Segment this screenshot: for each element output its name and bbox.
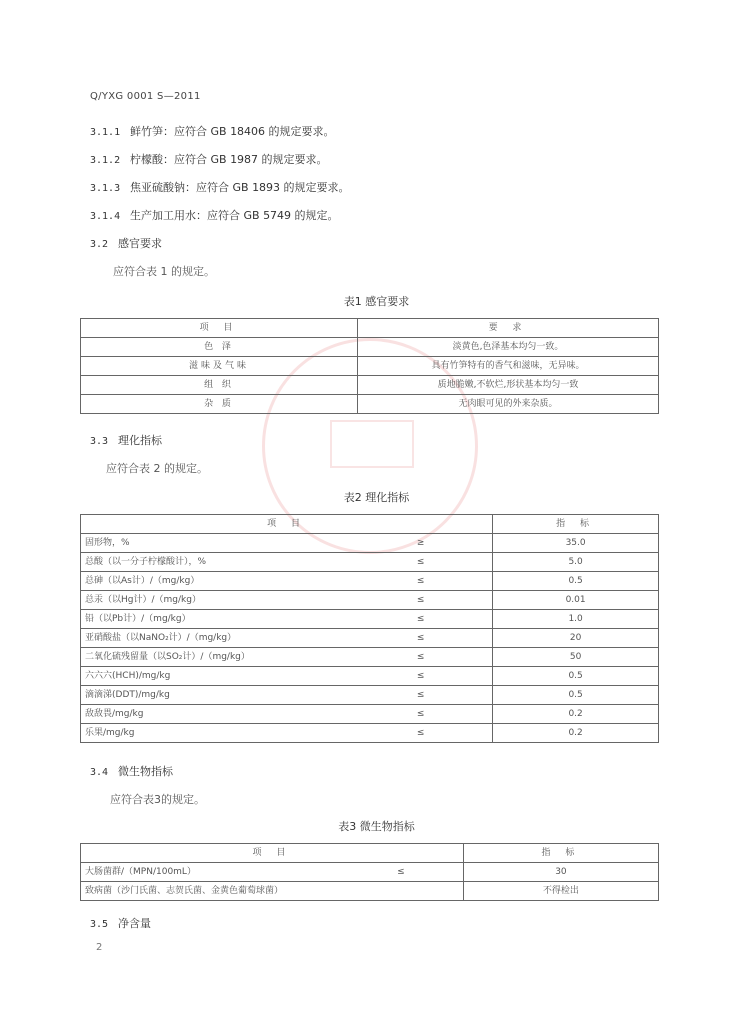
table-cell: 50 bbox=[493, 648, 659, 667]
table-cell: 35.0 bbox=[493, 534, 659, 553]
table-cell: ≤ bbox=[349, 572, 493, 591]
table2-caption: 表2 理化指标 bbox=[343, 491, 410, 504]
table-cell: ≤ bbox=[349, 686, 493, 705]
table-cell: 组 织 bbox=[81, 376, 358, 395]
table-cell: 总酸（以一分子柠檬酸计），% bbox=[81, 553, 350, 572]
table-cell: ≤ bbox=[349, 553, 493, 572]
table-cell bbox=[339, 882, 463, 901]
table-header-cell: 指 标 bbox=[463, 844, 658, 863]
table-cell: 亚硝酸盐（以NaNO₂计）/（mg/kg） bbox=[81, 629, 350, 648]
table-header-row bbox=[81, 319, 659, 338]
table-row bbox=[81, 591, 659, 610]
table-row bbox=[81, 705, 659, 724]
table-cell: 铅（以Pb计）/（mg/kg） bbox=[81, 610, 350, 629]
table1-caption: 表1 感官要求 bbox=[343, 295, 410, 308]
clause-3-1-1: 3.1.1 鲜竹笋：应符合 GB 18406 的规定要求。 bbox=[90, 125, 335, 138]
table-row bbox=[81, 667, 659, 686]
table-cell: ≤ bbox=[339, 863, 463, 882]
section-3-4-heading: 3.4 微生物指标 bbox=[90, 765, 173, 778]
section-3-2-body: 应符合表 1 的规定。 bbox=[113, 265, 215, 278]
section-3-3-body: 应符合表 2 的规定。 bbox=[106, 462, 208, 475]
table-header-row bbox=[81, 844, 659, 863]
table-cell: 乐果/mg/kg bbox=[81, 724, 350, 743]
table-cell: 总汞（以Hg计）/（mg/kg） bbox=[81, 591, 350, 610]
table-row bbox=[81, 534, 659, 553]
table-cell: 0.2 bbox=[493, 705, 659, 724]
table-cell: 0.2 bbox=[493, 724, 659, 743]
table-cell: 0.01 bbox=[493, 591, 659, 610]
section-3-4-body: 应符合表3的规定。 bbox=[110, 793, 205, 806]
table-row bbox=[81, 572, 659, 591]
table-cell: 杂 质 bbox=[81, 395, 358, 414]
seal-stamp-inner bbox=[330, 420, 414, 468]
table-cell: ≤ bbox=[349, 648, 493, 667]
clause-3-1-4: 3.1.4 生产加工用水：应符合 GB 5749 的规定。 bbox=[90, 209, 339, 222]
table-cell: 滋味及气味 bbox=[81, 357, 358, 376]
section-3-5-heading: 3.5 净含量 bbox=[90, 917, 151, 930]
table-cell: 六六六(HCH)/mg/kg bbox=[81, 667, 350, 686]
table-row bbox=[81, 553, 659, 572]
table-row bbox=[81, 629, 659, 648]
microbiological-table bbox=[80, 843, 659, 901]
table-cell: ≤ bbox=[349, 591, 493, 610]
table-row bbox=[81, 648, 659, 667]
table-cell: 1.0 bbox=[493, 610, 659, 629]
table-cell: 致病菌（沙门氏菌、志贺氏菌、金黄色葡萄球菌） bbox=[81, 882, 340, 901]
table-cell: 0.5 bbox=[493, 572, 659, 591]
table-row bbox=[81, 863, 659, 882]
standard-code: Q/YXG 0001 S—2011 bbox=[90, 91, 201, 102]
table-cell: 敌敌畏/mg/kg bbox=[81, 705, 350, 724]
table-cell: 质地脆嫩,不软烂,形状基本均匀一致 bbox=[358, 376, 659, 395]
table-cell: 具有竹笋特有的香气和滋味，无异味。 bbox=[358, 357, 659, 376]
table3-caption: 表3 微生物指标 bbox=[338, 820, 415, 833]
table-header-cell: 项 目 bbox=[81, 319, 358, 338]
sensory-table bbox=[80, 318, 659, 414]
table-cell: 5.0 bbox=[493, 553, 659, 572]
table-header-cell: 项 目 bbox=[81, 515, 493, 534]
table-cell: 滴滴涕(DDT)/mg/kg bbox=[81, 686, 350, 705]
table-cell: 0.5 bbox=[493, 667, 659, 686]
table-cell: 色 泽 bbox=[81, 338, 358, 357]
table-row bbox=[81, 357, 659, 376]
physicochemical-table bbox=[80, 514, 659, 743]
table-header-cell: 要 求 bbox=[358, 319, 659, 338]
table-header-cell: 指 标 bbox=[493, 515, 659, 534]
table-row bbox=[81, 686, 659, 705]
table-cell: 总砷（以As计）/（mg/kg） bbox=[81, 572, 350, 591]
table-cell: ≤ bbox=[349, 610, 493, 629]
table-cell: 固形物，% bbox=[81, 534, 350, 553]
table-cell: ≤ bbox=[349, 724, 493, 743]
table-cell: 不得检出 bbox=[463, 882, 658, 901]
table-cell: 0.5 bbox=[493, 686, 659, 705]
table-row bbox=[81, 376, 659, 395]
table-cell: 二氧化硫残留量（以SO₂计）/（mg/kg） bbox=[81, 648, 350, 667]
table-row bbox=[81, 610, 659, 629]
table-row bbox=[81, 724, 659, 743]
table-cell: 30 bbox=[463, 863, 658, 882]
table-cell: 无肉眼可见的外来杂质。 bbox=[358, 395, 659, 414]
table-cell: ≤ bbox=[349, 629, 493, 648]
table-header-row bbox=[81, 515, 659, 534]
clause-3-1-2: 3.1.2 柠檬酸：应符合 GB 1987 的规定要求。 bbox=[90, 153, 328, 166]
table-cell: 20 bbox=[493, 629, 659, 648]
section-3-2-heading: 3.2 感官要求 bbox=[90, 237, 162, 250]
page-number: 2 bbox=[96, 942, 103, 953]
table-cell: ≤ bbox=[349, 667, 493, 686]
table-row bbox=[81, 395, 659, 414]
table-row bbox=[81, 882, 659, 901]
table-cell: 大肠菌群/（MPN/100mL） bbox=[81, 863, 340, 882]
table-cell: 淡黄色,色泽基本均匀一致。 bbox=[358, 338, 659, 357]
table-cell: ≤ bbox=[349, 705, 493, 724]
table-cell: ≥ bbox=[349, 534, 493, 553]
table-row bbox=[81, 338, 659, 357]
clause-3-1-3: 3.1.3 焦亚硫酸钠：应符合 GB 1893 的规定要求。 bbox=[90, 181, 350, 194]
section-3-3-heading: 3.3 理化指标 bbox=[90, 434, 162, 447]
table-header-cell: 项 目 bbox=[81, 844, 464, 863]
